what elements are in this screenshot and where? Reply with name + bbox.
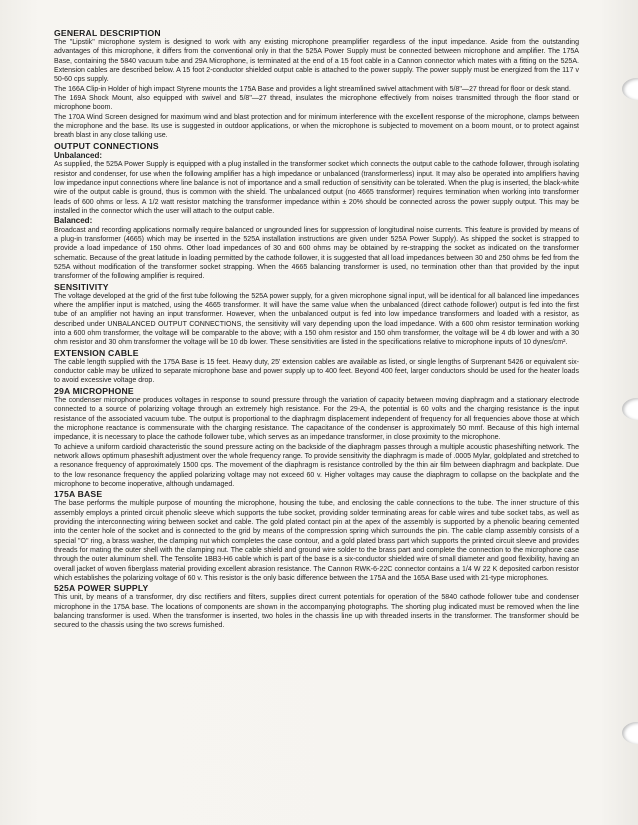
binder-hole xyxy=(622,78,638,100)
microphone-paragraph: The condenser microphone produces voltages in response to sound pressure through the variation of capacity between moving diaphragm and a stationary electrode connected to a source of polarizing voltage through an extremely high resistance. For the 29-A, the potential is 60 volts and the charging resistance is the input resistance of the associated vacuum tube. The output is proportional to the diaphragm displacement independent of frequency for all frequencies above those at which the microphone reactance is commensurate with the charging resistance. The capacitance of the condenser is approximately 50 mmf. Because of this high internal impedance, it is necessary to place the cathode follower tube, which serves as an impedance transformer, in close proximity to the microphone. xyxy=(54,396,579,442)
binder-hole xyxy=(622,722,638,744)
general-paragraph: The "Lipstik" microphone system is designed to work with any existing microphone preamplifier regardless of the input impedance. Aside from the outstanding advantages of this microphone, it differs from the conventional only in that the 525A Power Supply must be connected between microphone and amplifier. The 175A Base, containing the 5840 vacuum tube and 29A Microphone, is terminated at the end of a 15 foot cable in a Cannon connector which mates with a fitting on the 525A. Extension cables are described below. A 15 foot 2-conductor shielded output cable is attached to the power supply. The power supply must be energized from the 117 v 50-60 cps supply. xyxy=(54,39,579,84)
sensitivity-paragraph: The voltage developed at the grid of the first tube following the 525A power supply, for a given microphone signal input, will be identical for all balanced line impedances where the amplifier input is matched, using the 4665 transformer. It will have the same value when the unbalanced (direct cathode follower) output is fed into the first tube of an amplifier not having an input transformer. However, when the unbalanced output is fed into low impedance transformers and loaded with a resistor, as described under UNBALANCED OUTPUT CONNECTIONS, the sensitivity will vary depending upon the load impedance. With a 600 ohm resistor termination working into a 600 ohm transformer, the voltage will be comparable to the above; with a 150 ohm resistor and 150 ohm transformer, the voltage will be 4 db lower and with a 30 ohm resistor and 30 ohm transformer the voltage will be 10 db lower. These sensitivities are listed in the specifications relative to microphone inputs of 10 dynes/cm². xyxy=(54,292,579,347)
balanced-paragraph: Broadcast and recording applications normally require balanced or ungrounded lines for suppression of longitudinal noise currents. This feature is provided by means of a plug-in transformer (4665) which may be inserted in the 525A installation instructions are given under 525A Power Supply). As shipped the socket is strapped to provide a load impedance of 150 ohms. Other load impedances of 30 and 600 ohms may be obtained by re-strapping the socket as indicated on the transformer schematic. Because of the great latitude in loading permitted by the cathode follower, it is suggested that all load impedances between 30 and 250 ohms be fed from the 525A without modification of the transformer socket strapping. When the 4665 balancing transformer is used, no termination other than that provided by the input transformer of the following amplifier is required. xyxy=(54,226,579,281)
power-supply-heading: 525A POWER SUPPLY xyxy=(54,583,149,594)
unbalanced-paragraph: As supplied, the 525A Power Supply is equipped with a plug installed in the transformer socket which connects the output cable to the cathode follower, through isolating resistor and condenser, for use when the following amplifier has a high impedance or unbalanced (transformerless) input. It may also be operated into amplifiers having low impedance input connections where line balance is not of importance and a small reduction of sensitivity can be tolerated. When the plug is inserted, the black-white wire of the output cable is ground, thus is common with the shield. The unbalanced output (no 4665 transformer) requires termination when working into transformer leads of 600 ohms or less. A 1/2 watt resistor matching the transformer impedance within ± 20% should be connected across the power supply output. This may be installed in the connector which the user will attach to the output cable. xyxy=(54,161,579,215)
output-connections-heading: OUTPUT CONNECTIONS xyxy=(54,140,159,151)
general-paragraph: The 166A Clip-in Holder of high impact Styrene mounts the 175A Base and provides a light streamlined swivel attachment with 5/8"—27 thread for floor or desk stand. xyxy=(54,85,571,93)
base-heading: 175A BASE xyxy=(54,489,103,500)
base-paragraph: The base performs the multiple purpose of mounting the microphone, housing the tube, and enclosing the cable connections to the tube. The inner structure of this assembly employs a printed circuit phenolic sleeve which supports the tube socket, providing solder terminating areas for cable wires and tube socket tabs, as well as providing the interconnecting wiring between socket and cable. The gold plated contact pin at the apex of the assembly is supported by a phenolic bearing cemented into the center hole of the socket and is connected to the grid by means of the compression spring which surrounds the pin. The cable clamp assembly consists of a special "O" ring, a brass washer, the clamping nut which completes the case contour, and a gold plated brass part which supports the printed circuit sleeve and provides threads for mating the outer shell with the clamping nut. The cable shield and ground wire solder to the brass part and complete the connection to the microphone case through the outer aluminum shell. The Tensolite 1BB3-H6 cable which is part of the base is a six-conductor shielded wire of small diameter and good flexibility, having an overall jacket of woven fiberglass material providing excellent abrasion resistance. The Cannon RWK-6-22C connector contains a 1/4 W 22 K deposited carbon resistor which establishes the polarizing voltage of 60 v. This resistor is the only basic difference between the 175A and the 165A Base used with 21-type microphones. xyxy=(54,500,579,582)
extension-cable-paragraph: The cable length supplied with the 175A Base is 15 feet. Heavy duty, 25' extension cables are available as listed, or single lengths of Surprenant 5426 or equivalent six-conductor cable may be utilized to separate microphone base and power supply up to 400 feet. Beyond 400 feet, larger conductors should be used for the heater loads to avoid excessive voltage drop. xyxy=(54,358,579,385)
balanced-heading: Balanced: xyxy=(54,216,93,226)
microphone-paragraph: To achieve a uniform cardioid characteristic the sound pressure acting on the backside of the diaphragm passes through a multiple acoustic phaseshifting network. The network allows optimum phaseshift adjustment over the whole frequency range. To provide sensitivity the diaphragm is made of .0005 Mylar, goldplated and stretched to a resonance frequency of approximately 1500 cps. The movement of the diaphragm is resistance controlled by the thin air film between diaphragm and backplate. Due to the low resonance frequency the applied polarizing voltage may not exceed 60 v. Higher voltages may cause the diaphragm to collapse on the backplate and the microphone to become inoperative, although undamaged. xyxy=(54,443,579,488)
extension-cable-heading: EXTENSION CABLE xyxy=(54,347,139,358)
microphone-heading: 29A MICROPHONE xyxy=(54,385,134,396)
power-supply-paragraph: This unit, by means of a transformer, dry disc rectifiers and filters, supplies direct current potentials for operation of the 5840 cathode follower tube and condenser microphone in the 175A base. The locations of components are shown in the accompanying photographs. The shorting plug indicated must be removed when the line balancing transformer is used. When the transformer is inserted, two holes in the chassis line up with threaded inserts in the transformer. The transformer should be secured to the chassis using the two screws furnished. xyxy=(54,594,579,630)
general-description-heading: GENERAL DESCRIPTION xyxy=(54,28,161,38)
binder-holes xyxy=(598,0,638,825)
general-paragraph: The 170A Wind Screen designed for maximum wind and blast protection and for minimum interference with the excellent response of the microphone, clamps between the microphone and the base. Its use is suggested in outdoor applications, or when the microphone is subjected to movement on a boom mount, or to protect against breath blast in any close talking use. xyxy=(54,113,579,140)
binder-hole xyxy=(622,398,638,420)
sensitivity-heading: SENSITIVITY xyxy=(54,281,109,292)
document-body xyxy=(54,28,579,818)
general-paragraph: The 169A Shock Mount, also equipped with swivel and 5/8"—27 thread, insulates the microphone effectively from noises transmitted through the floor stand or microphone boom. xyxy=(54,95,579,112)
unbalanced-heading: Unbalanced: xyxy=(54,150,103,160)
